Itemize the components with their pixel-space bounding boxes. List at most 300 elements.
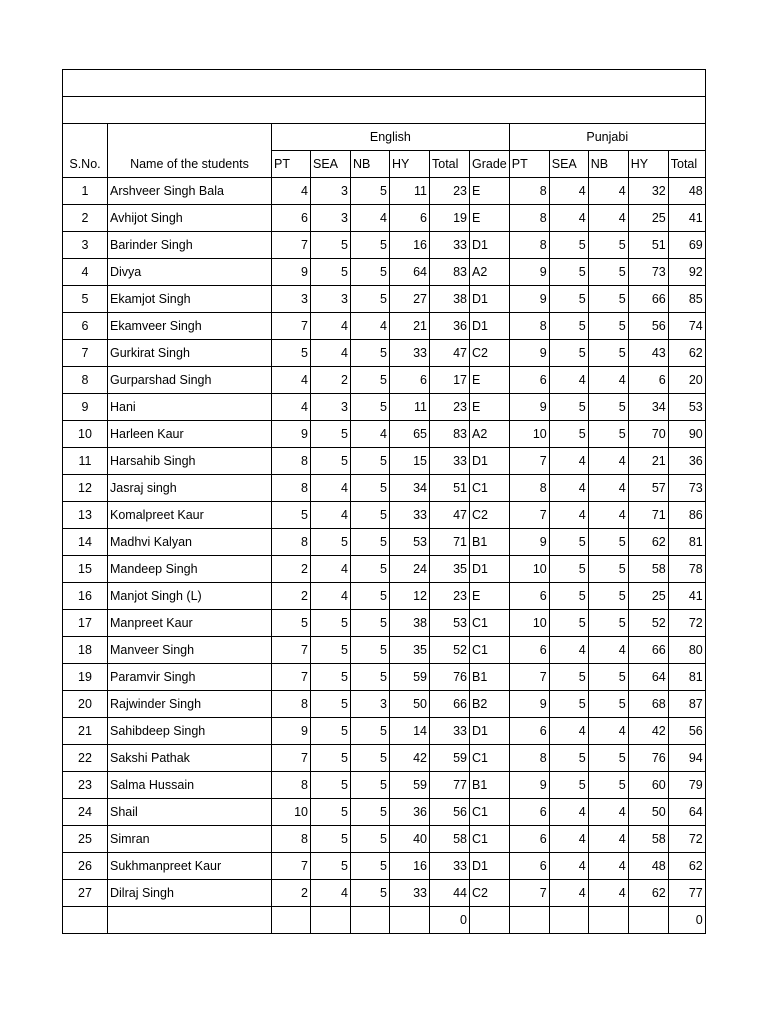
punjabi-sea-cell: 4	[549, 448, 588, 475]
footer-cell	[509, 907, 549, 934]
punjabi-pt-cell: 6	[509, 718, 549, 745]
english-hy-header: HY	[390, 151, 430, 178]
english-grade-cell: B1	[470, 664, 510, 691]
english-pt-cell: 9	[272, 718, 311, 745]
english-hy-cell: 6	[390, 205, 430, 232]
english-sea-cell: 5	[311, 664, 351, 691]
english-grade-cell: E	[470, 583, 510, 610]
english-hy-cell: 34	[390, 475, 430, 502]
english-hy-cell: 59	[390, 772, 430, 799]
english-nb-cell: 5	[351, 286, 390, 313]
english-sea-cell: 5	[311, 259, 351, 286]
english-pt-cell: 6	[272, 205, 311, 232]
english-sea-cell: 5	[311, 448, 351, 475]
english-grade-header: Grade	[470, 151, 510, 178]
punjabi-nb-cell: 4	[588, 826, 628, 853]
punjabi-nb-cell: 5	[588, 556, 628, 583]
student-name-cell: Mandeep Singh	[108, 556, 272, 583]
english-pt-cell: 8	[272, 475, 311, 502]
english-total-cell: 77	[430, 772, 470, 799]
english-grade-cell: E	[470, 178, 510, 205]
punjabi-total-cell: 86	[668, 502, 705, 529]
english-hy-cell: 50	[390, 691, 430, 718]
english-hy-cell: 27	[390, 286, 430, 313]
english-total-cell: 33	[430, 853, 470, 880]
english-total-cell: 76	[430, 664, 470, 691]
english-pt-cell: 2	[272, 880, 311, 907]
student-name-cell: Manpreet Kaur	[108, 610, 272, 637]
english-pt-cell: 9	[272, 421, 311, 448]
punjabi-pt-cell: 10	[509, 556, 549, 583]
table-row	[63, 205, 706, 232]
english-hy-cell: 35	[390, 637, 430, 664]
punjabi-hy-cell: 50	[628, 799, 668, 826]
table-row	[63, 772, 706, 799]
english-total-cell: 59	[430, 745, 470, 772]
english-sea-cell: 5	[311, 718, 351, 745]
punjabi-total-cell: 41	[668, 205, 705, 232]
english-hy-cell: 16	[390, 232, 430, 259]
table-row	[63, 691, 706, 718]
english-total-cell: 53	[430, 610, 470, 637]
english-pt-cell: 7	[272, 853, 311, 880]
english-grade-cell: B1	[470, 529, 510, 556]
student-rows	[63, 178, 706, 907]
english-nb-cell: 5	[351, 718, 390, 745]
english-sea-cell: 3	[311, 286, 351, 313]
punjabi-pt-cell: 9	[509, 691, 549, 718]
punjabi-nb-cell: 4	[588, 637, 628, 664]
english-sea-cell: 2	[311, 367, 351, 394]
punjabi-hy-header: HY	[628, 151, 668, 178]
table-row	[63, 637, 706, 664]
punjabi-total-cell: 81	[668, 529, 705, 556]
english-hy-cell: 53	[390, 529, 430, 556]
table-row	[63, 880, 706, 907]
english-nb-header: NB	[351, 151, 390, 178]
sno-cell: 20	[63, 691, 108, 718]
student-name-cell: Harsahib Singh	[108, 448, 272, 475]
table-row	[63, 340, 706, 367]
english-grade-cell: D1	[470, 232, 510, 259]
english-grade-cell: C2	[470, 340, 510, 367]
sno-cell: 16	[63, 583, 108, 610]
sno-cell: 22	[63, 745, 108, 772]
punjabi-hy-cell: 57	[628, 475, 668, 502]
sno-cell: 25	[63, 826, 108, 853]
punjabi-sea-cell: 5	[549, 691, 588, 718]
punjabi-sea-cell: 5	[549, 286, 588, 313]
punjabi-nb-cell: 5	[588, 745, 628, 772]
english-grade-cell: D1	[470, 313, 510, 340]
punjabi-hy-cell: 58	[628, 556, 668, 583]
english-nb-cell: 5	[351, 448, 390, 475]
student-name-cell: Rajwinder Singh	[108, 691, 272, 718]
punjabi-total-cell: 78	[668, 556, 705, 583]
english-hy-cell: 65	[390, 421, 430, 448]
table-row	[63, 556, 706, 583]
english-sea-cell: 3	[311, 394, 351, 421]
punjabi-sea-cell: 4	[549, 718, 588, 745]
punjabi-sea-cell: 5	[549, 772, 588, 799]
punjabi-pt-cell: 10	[509, 421, 549, 448]
punjabi-sea-cell: 4	[549, 826, 588, 853]
english-hy-cell: 40	[390, 826, 430, 853]
student-name-cell: Manjot Singh (L)	[108, 583, 272, 610]
table-row	[63, 529, 706, 556]
punjabi-pt-cell: 8	[509, 745, 549, 772]
punjabi-pt-cell: 6	[509, 853, 549, 880]
student-name-cell: Madhvi Kalyan	[108, 529, 272, 556]
sno-cell: 18	[63, 637, 108, 664]
sno-cell: 12	[63, 475, 108, 502]
english-nb-cell: 5	[351, 340, 390, 367]
punjabi-nb-cell: 4	[588, 205, 628, 232]
english-sea-cell: 5	[311, 772, 351, 799]
english-hy-cell: 11	[390, 178, 430, 205]
punjabi-hy-cell: 70	[628, 421, 668, 448]
english-pt-cell: 5	[272, 610, 311, 637]
english-sea-cell: 5	[311, 853, 351, 880]
english-total-cell: 36	[430, 313, 470, 340]
student-name-cell: Komalpreet Kaur	[108, 502, 272, 529]
punjabi-total-cell: 69	[668, 232, 705, 259]
footer-cell	[63, 907, 108, 934]
english-pt-cell: 8	[272, 826, 311, 853]
punjabi-header: Punjabi	[509, 124, 705, 151]
english-total-cell: 71	[430, 529, 470, 556]
punjabi-hy-cell: 51	[628, 232, 668, 259]
punjabi-hy-cell: 25	[628, 583, 668, 610]
punjabi-pt-cell: 6	[509, 367, 549, 394]
student-name-cell: Salma Hussain	[108, 772, 272, 799]
punjabi-hy-cell: 64	[628, 664, 668, 691]
footer-cell	[108, 907, 272, 934]
punjabi-hy-cell: 60	[628, 772, 668, 799]
punjabi-nb-cell: 5	[588, 691, 628, 718]
english-pt-cell: 7	[272, 637, 311, 664]
punjabi-pt-cell: 8	[509, 475, 549, 502]
english-nb-cell: 5	[351, 637, 390, 664]
punjabi-sea-cell: 5	[549, 340, 588, 367]
punjabi-nb-cell: 5	[588, 583, 628, 610]
english-grade-cell: C1	[470, 637, 510, 664]
punjabi-total-cell: 90	[668, 421, 705, 448]
table-row	[63, 718, 706, 745]
table-row	[63, 664, 706, 691]
footer-cell	[628, 907, 668, 934]
punjabi-total-cell: 80	[668, 637, 705, 664]
table-row	[63, 475, 706, 502]
table-row	[63, 259, 706, 286]
footer-cell	[390, 907, 430, 934]
punjabi-pt-cell: 7	[509, 880, 549, 907]
english-total-cell: 17	[430, 367, 470, 394]
punjabi-total-cell: 36	[668, 448, 705, 475]
sno-cell: 11	[63, 448, 108, 475]
table-row	[63, 853, 706, 880]
english-pt-cell: 2	[272, 583, 311, 610]
footer-cell	[351, 907, 390, 934]
english-nb-cell: 4	[351, 421, 390, 448]
english-grade-cell: C1	[470, 745, 510, 772]
punjabi-pt-cell: 6	[509, 583, 549, 610]
punjabi-sea-cell: 4	[549, 799, 588, 826]
punjabi-pt-header: PT	[509, 151, 549, 178]
student-name-cell: Jasraj singh	[108, 475, 272, 502]
punjabi-nb-cell: 4	[588, 718, 628, 745]
punjabi-nb-cell: 4	[588, 367, 628, 394]
english-header: English	[272, 124, 510, 151]
english-grade-cell: E	[470, 205, 510, 232]
table-row	[63, 448, 706, 475]
punjabi-nb-cell: 4	[588, 448, 628, 475]
english-sea-cell: 5	[311, 421, 351, 448]
punjabi-hy-cell: 62	[628, 529, 668, 556]
english-nb-cell: 3	[351, 691, 390, 718]
english-nb-cell: 5	[351, 502, 390, 529]
punjabi-pt-cell: 7	[509, 448, 549, 475]
punjabi-nb-cell: 4	[588, 853, 628, 880]
english-grade-cell: C1	[470, 610, 510, 637]
punjabi-hy-cell: 25	[628, 205, 668, 232]
student-name-cell: Sakshi Pathak	[108, 745, 272, 772]
punjabi-nb-cell: 4	[588, 799, 628, 826]
student-name-cell: Gurparshad Singh	[108, 367, 272, 394]
english-hy-cell: 16	[390, 853, 430, 880]
student-name-cell: Arshveer Singh Bala	[108, 178, 272, 205]
sno-cell: 13	[63, 502, 108, 529]
student-name-cell: Hani	[108, 394, 272, 421]
punjabi-nb-cell: 4	[588, 178, 628, 205]
subject-header-row	[63, 124, 706, 151]
english-sea-cell: 5	[311, 232, 351, 259]
english-nb-cell: 5	[351, 664, 390, 691]
english-sea-cell: 4	[311, 313, 351, 340]
punjabi-hy-cell: 6	[628, 367, 668, 394]
student-name-cell: Gurkirat Singh	[108, 340, 272, 367]
english-hy-cell: 59	[390, 664, 430, 691]
english-nb-cell: 5	[351, 394, 390, 421]
english-sea-cell: 4	[311, 475, 351, 502]
english-total-cell: 47	[430, 340, 470, 367]
punjabi-hy-cell: 48	[628, 853, 668, 880]
punjabi-pt-cell: 8	[509, 205, 549, 232]
punjabi-pt-cell: 7	[509, 502, 549, 529]
subtitle-row	[63, 97, 706, 124]
english-pt-cell: 5	[272, 340, 311, 367]
english-sea-cell: 4	[311, 502, 351, 529]
punjabi-sea-header: SEA	[549, 151, 588, 178]
english-sea-cell: 5	[311, 610, 351, 637]
student-name-cell: Divya	[108, 259, 272, 286]
english-pt-cell: 7	[272, 232, 311, 259]
sno-cell: 23	[63, 772, 108, 799]
english-nb-cell: 4	[351, 205, 390, 232]
punjabi-sea-cell: 5	[549, 664, 588, 691]
punjabi-total-cell: 74	[668, 313, 705, 340]
student-name-cell: Shail	[108, 799, 272, 826]
english-hy-cell: 15	[390, 448, 430, 475]
punjabi-sea-cell: 4	[549, 637, 588, 664]
punjabi-pt-cell: 8	[509, 313, 549, 340]
english-hy-cell: 33	[390, 880, 430, 907]
sno-cell: 3	[63, 232, 108, 259]
punjabi-nb-cell: 5	[588, 610, 628, 637]
sno-cell: 7	[63, 340, 108, 367]
punjabi-total-cell: 81	[668, 664, 705, 691]
english-hy-cell: 14	[390, 718, 430, 745]
sno-cell: 8	[63, 367, 108, 394]
english-grade-cell: C2	[470, 502, 510, 529]
sno-cell: 4	[63, 259, 108, 286]
table-row	[63, 745, 706, 772]
punjabi-sea-cell: 4	[549, 880, 588, 907]
punjabi-sea-cell: 5	[549, 313, 588, 340]
english-grade-cell: E	[470, 367, 510, 394]
footer-cell	[311, 907, 351, 934]
student-name-cell: Manveer Singh	[108, 637, 272, 664]
punjabi-total-cell: 20	[668, 367, 705, 394]
english-total-cell: 56	[430, 799, 470, 826]
english-total-header: Total	[430, 151, 470, 178]
name-header: Name of the students	[108, 124, 272, 178]
english-pt-cell: 8	[272, 448, 311, 475]
subtitle-cell	[63, 97, 706, 124]
english-grade-cell: B1	[470, 772, 510, 799]
punjabi-pt-cell: 8	[509, 232, 549, 259]
punjabi-total-cell: 94	[668, 745, 705, 772]
student-name-cell: Dilraj Singh	[108, 880, 272, 907]
title-row	[63, 70, 706, 97]
english-nb-cell: 5	[351, 178, 390, 205]
english-nb-cell: 5	[351, 556, 390, 583]
punjabi-hy-cell: 43	[628, 340, 668, 367]
english-total-cell: 23	[430, 583, 470, 610]
punjabi-total-cell: 41	[668, 583, 705, 610]
english-nb-cell: 5	[351, 475, 390, 502]
footer-cell	[470, 907, 510, 934]
english-pt-cell: 4	[272, 394, 311, 421]
english-total-cell: 23	[430, 178, 470, 205]
punjabi-sea-cell: 4	[549, 475, 588, 502]
english-total-cell: 44	[430, 880, 470, 907]
english-sea-header: SEA	[311, 151, 351, 178]
english-total-cell: 19	[430, 205, 470, 232]
english-hy-cell: 38	[390, 610, 430, 637]
punjabi-sea-cell: 4	[549, 205, 588, 232]
punjabi-sea-cell: 5	[549, 610, 588, 637]
punjabi-nb-cell: 5	[588, 529, 628, 556]
footer-row	[63, 907, 706, 934]
marks-sheet	[62, 69, 706, 934]
punjabi-nb-cell: 4	[588, 880, 628, 907]
punjabi-hy-cell: 66	[628, 637, 668, 664]
table-row	[63, 502, 706, 529]
english-hy-cell: 12	[390, 583, 430, 610]
sno-cell: 10	[63, 421, 108, 448]
english-nb-cell: 5	[351, 232, 390, 259]
table-row	[63, 421, 706, 448]
english-hy-cell: 11	[390, 394, 430, 421]
english-pt-cell: 3	[272, 286, 311, 313]
english-grade-cell: A2	[470, 259, 510, 286]
punjabi-total-cell: 87	[668, 691, 705, 718]
punjabi-pt-cell: 6	[509, 826, 549, 853]
table-row	[63, 610, 706, 637]
sno-cell: 2	[63, 205, 108, 232]
english-grade-cell: D1	[470, 718, 510, 745]
english-grade-cell: C2	[470, 880, 510, 907]
sno-cell: 19	[63, 664, 108, 691]
english-pt-cell: 7	[272, 745, 311, 772]
english-nb-cell: 4	[351, 313, 390, 340]
english-pt-header: PT	[272, 151, 311, 178]
punjabi-sea-cell: 4	[549, 853, 588, 880]
punjabi-hy-cell: 21	[628, 448, 668, 475]
table-row	[63, 826, 706, 853]
sno-cell: 17	[63, 610, 108, 637]
punjabi-total-cell: 77	[668, 880, 705, 907]
table-row	[63, 394, 706, 421]
punjabi-total-cell: 64	[668, 799, 705, 826]
punjabi-hy-cell: 68	[628, 691, 668, 718]
english-hy-cell: 64	[390, 259, 430, 286]
english-hy-cell: 24	[390, 556, 430, 583]
english-nb-cell: 5	[351, 259, 390, 286]
english-pt-cell: 7	[272, 664, 311, 691]
punjabi-total-sum: 0	[668, 907, 705, 934]
english-pt-cell: 8	[272, 691, 311, 718]
english-sea-cell: 5	[311, 799, 351, 826]
student-name-cell: Avhijot Singh	[108, 205, 272, 232]
english-hy-cell: 6	[390, 367, 430, 394]
punjabi-sea-cell: 5	[549, 529, 588, 556]
english-total-cell: 47	[430, 502, 470, 529]
english-total-cell: 23	[430, 394, 470, 421]
punjabi-hy-cell: 76	[628, 745, 668, 772]
english-pt-cell: 10	[272, 799, 311, 826]
sno-cell: 21	[63, 718, 108, 745]
english-sea-cell: 4	[311, 880, 351, 907]
english-sea-cell: 4	[311, 556, 351, 583]
punjabi-pt-cell: 9	[509, 259, 549, 286]
punjabi-nb-cell: 5	[588, 772, 628, 799]
punjabi-total-cell: 79	[668, 772, 705, 799]
english-pt-cell: 8	[272, 772, 311, 799]
punjabi-pt-cell: 9	[509, 772, 549, 799]
punjabi-total-cell: 85	[668, 286, 705, 313]
punjabi-nb-cell: 5	[588, 259, 628, 286]
sno-cell: 6	[63, 313, 108, 340]
english-grade-cell: C1	[470, 826, 510, 853]
english-pt-cell: 4	[272, 367, 311, 394]
english-nb-cell: 5	[351, 826, 390, 853]
table-row	[63, 178, 706, 205]
table-row	[63, 286, 706, 313]
punjabi-sea-cell: 5	[549, 745, 588, 772]
punjabi-total-cell: 62	[668, 853, 705, 880]
english-grade-cell: C1	[470, 799, 510, 826]
punjabi-nb-cell: 5	[588, 394, 628, 421]
punjabi-nb-header: NB	[588, 151, 628, 178]
english-total-cell: 58	[430, 826, 470, 853]
punjabi-sea-cell: 5	[549, 556, 588, 583]
footer-cell	[272, 907, 311, 934]
english-hy-cell: 42	[390, 745, 430, 772]
english-nb-cell: 5	[351, 745, 390, 772]
english-grade-cell: E	[470, 394, 510, 421]
